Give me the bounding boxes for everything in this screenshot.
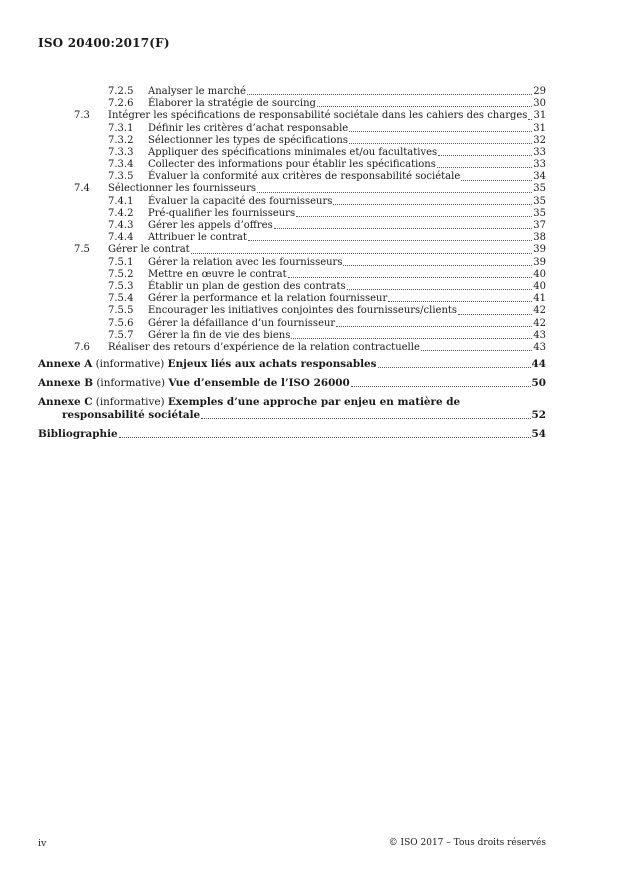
footer-copyright: © ISO 2017 – Tous droits réservés	[388, 838, 546, 848]
toc-entry-page: 43	[533, 329, 546, 341]
toc-items	[38, 86, 546, 354]
leader-dots	[288, 277, 533, 278]
toc-entry-page: 33	[533, 146, 546, 158]
leader-dots	[296, 216, 532, 217]
toc-entry[interactable]	[38, 244, 546, 256]
toc-entry-page: 35	[533, 207, 546, 219]
document-header: ISO 20400:2017(F)	[38, 36, 170, 50]
toc-entry-page: 34	[533, 171, 546, 183]
toc-entry[interactable]	[38, 342, 546, 354]
leader-dots	[247, 94, 532, 95]
toc-entry-number: 7.5.2	[108, 268, 134, 280]
toc-entry-page: 40	[533, 280, 546, 292]
toc-annex-a[interactable]	[38, 358, 546, 371]
toc-annex-b[interactable]	[38, 377, 546, 390]
toc-entry-page: 31	[533, 110, 547, 122]
toc-entry-number: 7.4.2	[108, 207, 134, 219]
toc-entry[interactable]	[38, 269, 546, 281]
leader-dots	[248, 240, 532, 241]
toc-entry-number: 7.6	[74, 341, 90, 353]
toc-entry-title: Appliquer des spécifications minimales et/ou facultatives	[148, 146, 438, 158]
bibliography-page: 54	[531, 428, 546, 441]
annex-c-page: 52	[531, 409, 546, 422]
toc-entry-number: 7.4.4	[108, 232, 134, 244]
toc-entry-page: 37	[533, 220, 546, 232]
toc-entry-title: Sélectionner les fournisseurs	[108, 183, 257, 195]
toc-entry-title: Analyser le marché	[148, 85, 246, 97]
toc-entry-title: Gérer les appels d’offres	[148, 220, 273, 232]
annex-a-type: (informative)	[95, 358, 165, 371]
leader-dots	[347, 289, 533, 290]
leader-dots	[438, 155, 532, 156]
toc-entry-number: 7.5.5	[108, 305, 134, 317]
toc-entry[interactable]	[38, 305, 546, 317]
toc-entry[interactable]	[38, 330, 546, 342]
toc-entry-title: Gérer le contrat	[108, 244, 190, 256]
toc-entry-page: 35	[533, 195, 546, 207]
toc-annex-c[interactable]	[38, 396, 546, 422]
annex-c-type: (informative)	[95, 396, 165, 409]
toc-entry-number: 7.5.6	[108, 317, 134, 329]
toc-entry-title: Élaborer la stratégie de sourcing	[148, 98, 316, 110]
toc-entry[interactable]	[38, 159, 546, 171]
leader-dots	[336, 326, 532, 327]
leader-dots	[458, 314, 532, 315]
toc-entry-title: Pré-qualifier les fournisseurs	[148, 207, 296, 219]
leader-dots	[257, 192, 532, 193]
toc-entry-page: 39	[533, 244, 546, 256]
toc-entry[interactable]	[38, 232, 546, 244]
toc-entry[interactable]	[38, 123, 546, 135]
toc-entry[interactable]	[38, 135, 546, 147]
toc-entry[interactable]	[38, 171, 546, 183]
toc-entry-page: 30	[533, 98, 546, 110]
toc-entry-number: 7.5.3	[108, 280, 134, 292]
toc-entry-page: 42	[533, 317, 546, 329]
leader-dots	[528, 119, 532, 120]
toc-entry-page: 43	[533, 341, 546, 353]
leader-dots	[351, 386, 531, 387]
leader-dots	[201, 418, 530, 419]
toc-entry-title: Mettre en œuvre le contrat	[148, 268, 287, 280]
toc-entry-number: 7.3.5	[108, 171, 134, 183]
table-of-contents	[38, 86, 546, 441]
leader-dots	[461, 180, 532, 181]
leader-dots	[421, 350, 532, 351]
toc-entry-title: Gérer la fin de vie des biens	[148, 329, 291, 341]
leader-dots	[349, 143, 532, 144]
annex-b-type: (informative)	[96, 377, 166, 390]
leader-dots	[317, 106, 532, 107]
toc-entry-page: 42	[533, 305, 546, 317]
annex-b-page: 50	[531, 377, 546, 390]
toc-entry[interactable]	[38, 86, 546, 98]
toc-entry-title: Évaluer la conformité aux critères de responsabilité sociétale	[148, 171, 461, 183]
leader-dots	[274, 228, 533, 229]
toc-entry-title: Intégrer les spécifications de responsabilité sociétale dans les cahiers des charges	[108, 110, 528, 122]
toc-entry-page: 29	[533, 85, 546, 97]
toc-entry-number: 7.5.4	[108, 293, 134, 305]
toc-entry-number: 7.5.1	[108, 256, 134, 268]
toc-entry[interactable]	[38, 147, 546, 159]
annex-a-label: Annexe A	[38, 358, 93, 371]
toc-entry-number: 7.3.1	[108, 122, 134, 134]
annex-a-title: Enjeux liés aux achats responsables	[167, 358, 377, 371]
toc-entry-number: 7.2.6	[108, 98, 134, 110]
toc-entry[interactable]	[38, 318, 546, 330]
toc-entry-title: Gérer la performance et la relation fournisseur	[148, 293, 388, 305]
toc-entry-page: 32	[533, 134, 546, 146]
toc-entry[interactable]	[38, 293, 546, 305]
annex-b-title: Vue d’ensemble de l’ISO 26000	[168, 377, 350, 390]
toc-entry-title: Sélectionner les types de spécifications	[148, 134, 348, 146]
leader-dots	[437, 167, 532, 168]
toc-entry-page: 38	[533, 232, 546, 244]
leader-dots	[349, 131, 532, 132]
toc-entry[interactable]	[38, 281, 546, 293]
toc-entry-title: Gérer la défaillance d’un fournisseur	[148, 317, 336, 329]
bibliography-title: Bibliographie	[38, 428, 118, 441]
toc-entry-page: 39	[533, 256, 546, 268]
toc-entry[interactable]	[38, 196, 546, 208]
toc-entry[interactable]	[38, 257, 546, 269]
toc-entry[interactable]	[38, 184, 546, 196]
leader-dots	[378, 367, 531, 368]
toc-entry-number: 7.4.3	[108, 220, 134, 232]
leader-dots	[191, 253, 533, 254]
toc-entry-number: 7.5.7	[108, 329, 134, 341]
annex-b-label: Annexe B	[38, 377, 93, 390]
toc-entry-title: Définir les critères d’achat responsable	[148, 122, 349, 134]
toc-entry-number: 7.5	[74, 244, 90, 256]
leader-dots	[333, 204, 532, 205]
toc-entry-number: 7.3.3	[108, 146, 134, 158]
toc-entry-title: Attribuer le contrat	[148, 232, 247, 244]
toc-entry[interactable]	[38, 98, 546, 110]
toc-entry-page: 41	[533, 293, 546, 305]
toc-entry[interactable]	[38, 110, 546, 122]
toc-entry-title: Encourager les initiatives conjointes des fournisseurs/clients	[148, 305, 458, 317]
annex-a-page: 44	[531, 358, 546, 371]
toc-entry-title: Réaliser des retours d’expérience de la relation contractuelle	[108, 341, 420, 353]
toc-entry-number: 7.3.4	[108, 159, 134, 171]
toc-entry-number: 7.2.5	[108, 85, 134, 97]
toc-entry-number: 7.3.2	[108, 134, 134, 146]
footer-page-number: iv	[38, 838, 47, 849]
toc-entry-page: 33	[533, 159, 546, 171]
toc-entry-title: Collecter des informations pour établir les spécifications	[148, 159, 436, 171]
leader-dots	[291, 338, 532, 339]
toc-entry-page: 40	[533, 268, 546, 280]
annex-c-label: Annexe C	[38, 396, 93, 409]
annex-c-title-line1: Exemples d’une approche par enjeu en matière de	[167, 396, 461, 409]
toc-entry-title: Évaluer la capacité des fournisseurs	[148, 195, 333, 207]
leader-dots	[343, 265, 532, 266]
leader-dots	[388, 301, 532, 302]
toc-entry[interactable]	[38, 220, 546, 232]
leader-dots	[119, 437, 531, 438]
toc-entry-title: Établir un plan de gestion des contrats	[148, 280, 346, 292]
toc-entry-number: 7.4	[74, 183, 90, 195]
toc-entry-number: 7.4.1	[108, 195, 134, 207]
toc-entry-title: Gérer la relation avec les fournisseurs	[148, 256, 343, 268]
toc-entry-page: 35	[533, 183, 546, 195]
toc-bibliography[interactable]	[38, 428, 546, 441]
toc-entry-page: 31	[533, 122, 546, 134]
annex-c-title-line2: responsabilité sociétale	[62, 409, 201, 422]
toc-entry-number: 7.3	[74, 110, 90, 122]
toc-entry[interactable]	[38, 208, 546, 220]
